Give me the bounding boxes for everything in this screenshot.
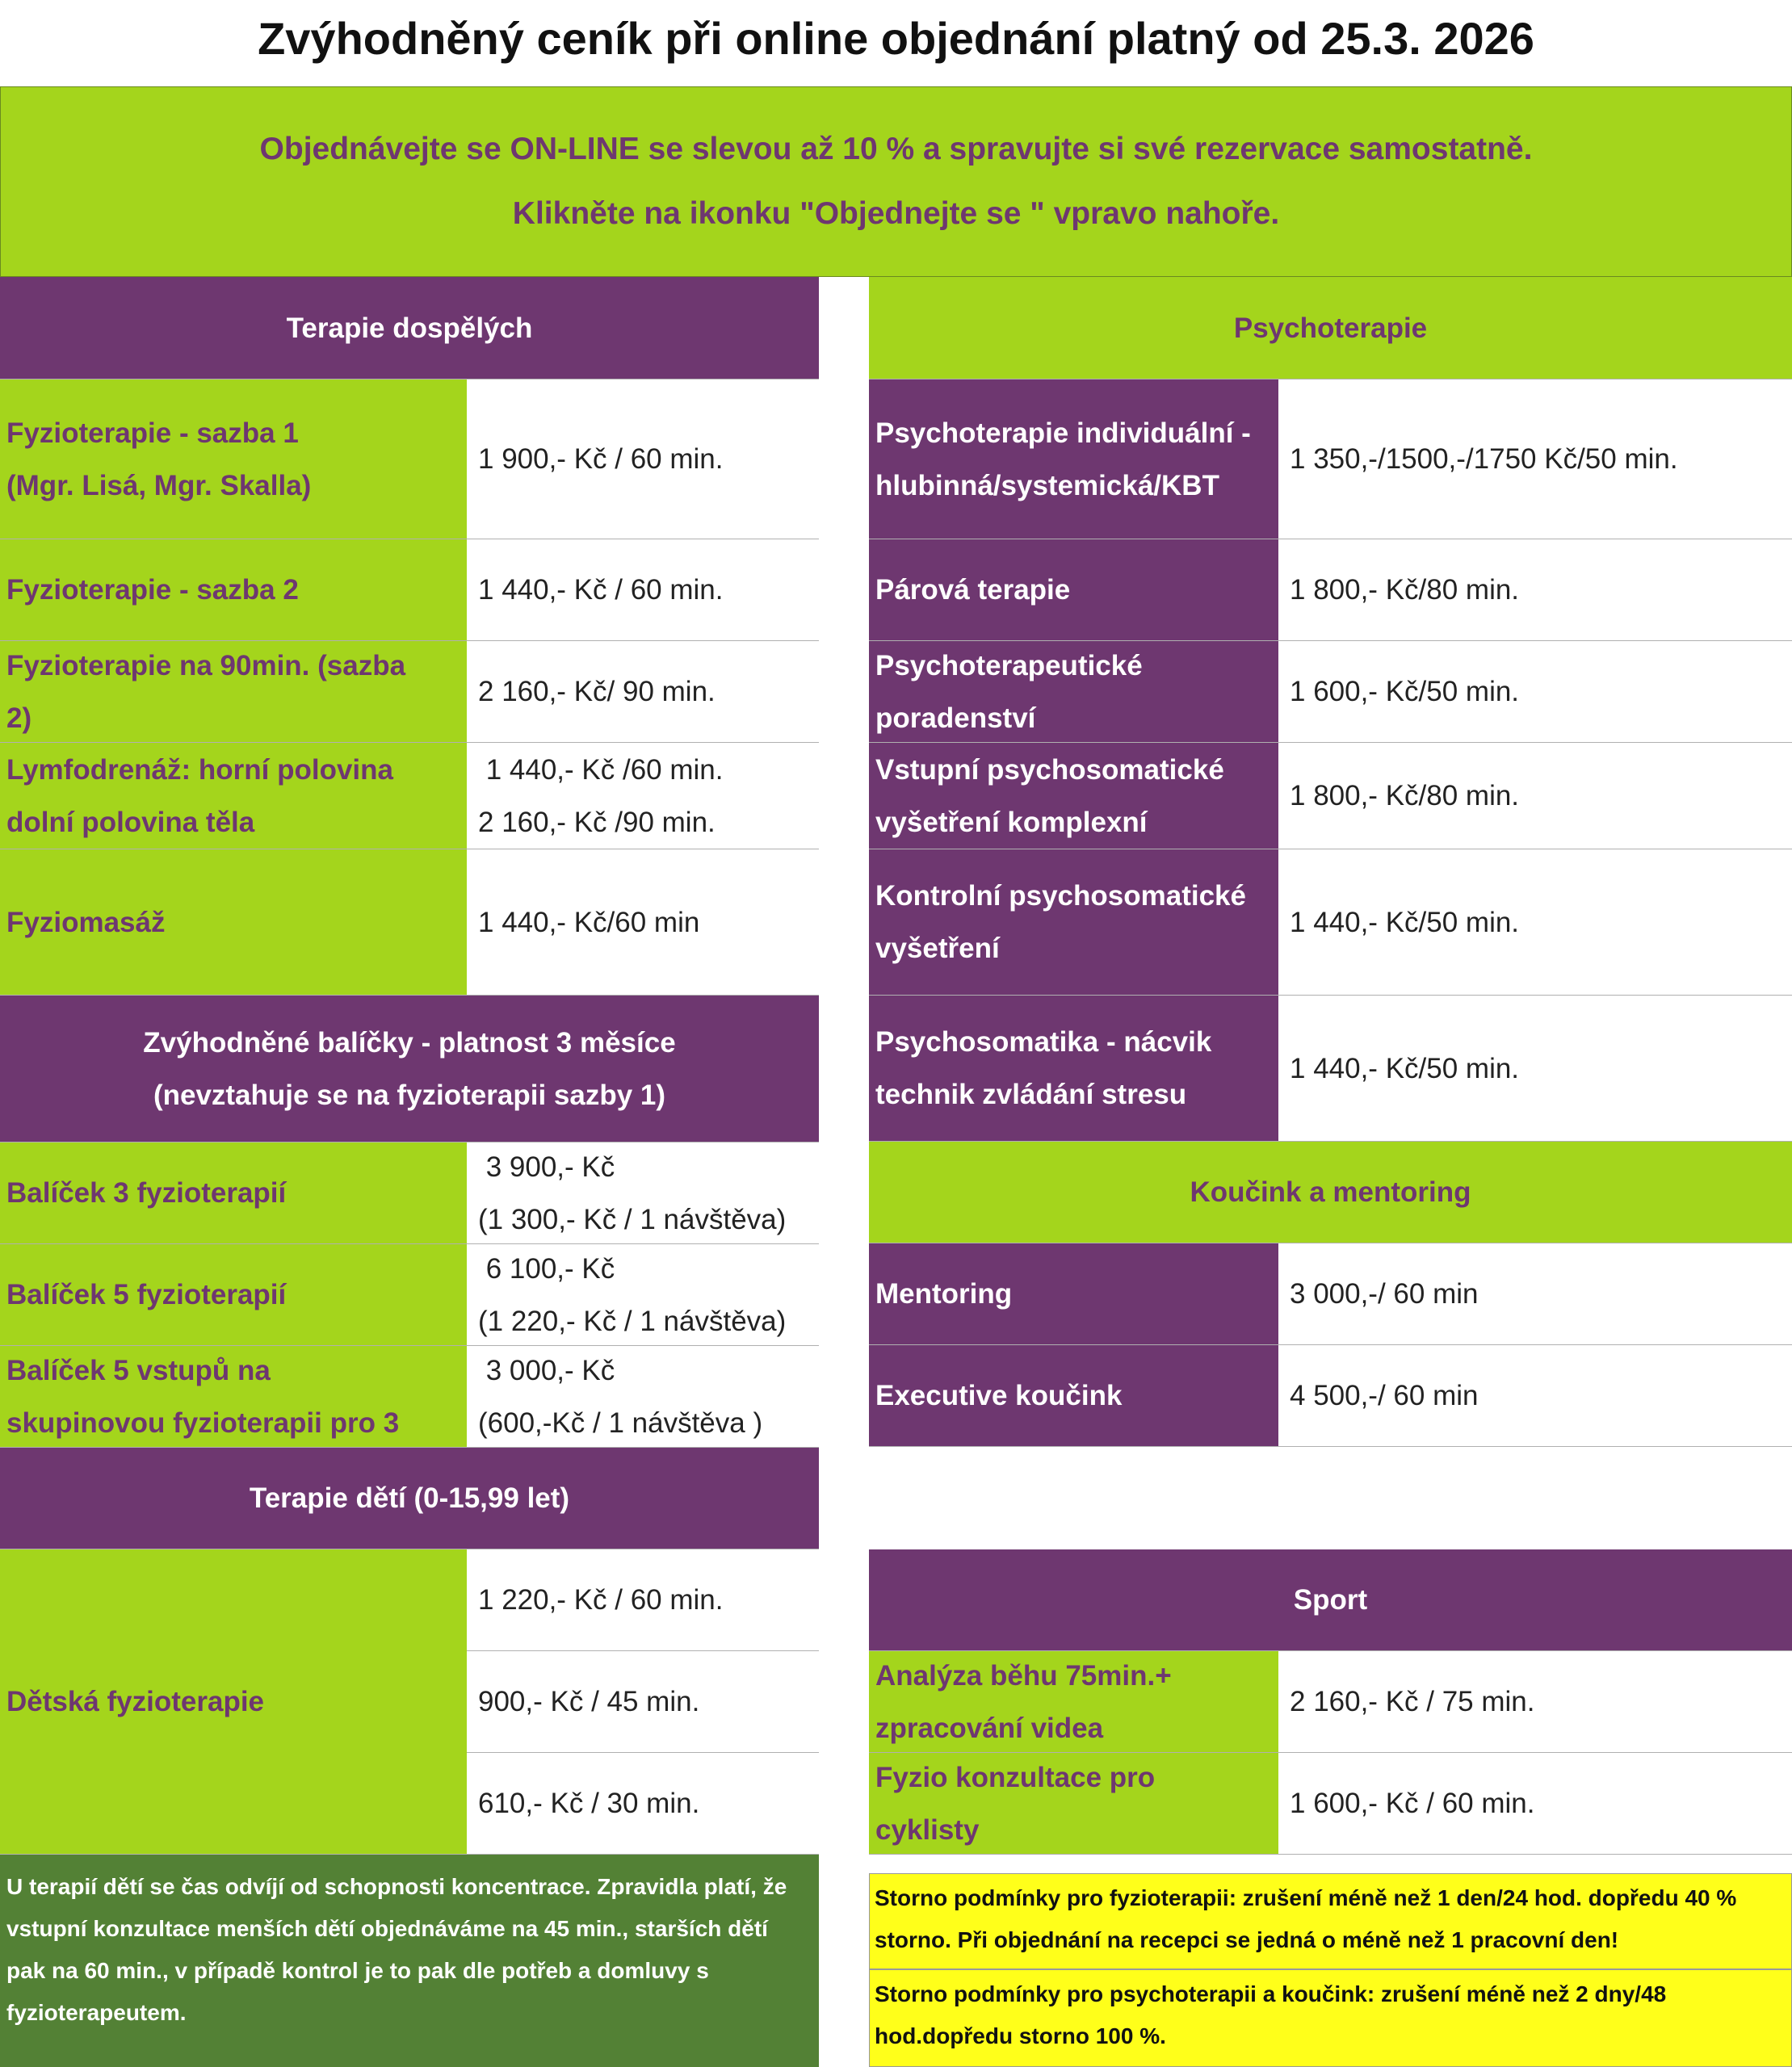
psycho-row-price-line: 1 800,- Kč/80 min. xyxy=(1290,780,1520,811)
sport-row-price xyxy=(1278,1753,1792,1855)
sport-row-price-line: 2 160,- Kč / 75 min. xyxy=(1290,1686,1535,1717)
psycho-row-price xyxy=(1278,641,1792,743)
psycho-row-label-line: Psychosomatika - nácvik xyxy=(875,1026,1212,1058)
children-label: Dětská fyzioterapie xyxy=(0,1549,467,1855)
coaching-row-price-line: 3 000,-/ 60 min xyxy=(1290,1278,1479,1310)
package-row-price xyxy=(467,1346,819,1448)
sport-row-price-line: 1 600,- Kč / 60 min. xyxy=(1290,1788,1535,1819)
adult-row-label xyxy=(0,641,467,743)
package-row-price-line: 6 100,- Kč xyxy=(478,1252,615,1285)
psycho-row-price-line: 1 800,- Kč/80 min. xyxy=(1290,574,1520,606)
packages-header-line-2: (nevztahuje se na fyzioterapii sazby 1) xyxy=(153,1079,666,1111)
psycho-row-label-line: vyšetření komplexní xyxy=(875,806,1148,838)
psycho-row-label-line: technik zvládání stresu xyxy=(875,1079,1187,1110)
adult-row-label-line: dolní polovina těla xyxy=(6,806,255,838)
psycho-row-label xyxy=(869,379,1278,539)
package-row-label xyxy=(0,1346,467,1448)
coaching-row-label xyxy=(869,1345,1278,1447)
adult-row-label xyxy=(0,539,467,641)
package-row-price-line: 3 000,- Kč xyxy=(478,1354,615,1386)
coaching-header: Koučink a mentoring xyxy=(869,1142,1792,1243)
adult-row-label-line: (Mgr. Lisá, Mgr. Skalla) xyxy=(6,469,312,501)
adult-row-label xyxy=(0,743,467,849)
psycho-row-price xyxy=(1278,849,1792,996)
psycho-row-label-line: Psychoterapeutické xyxy=(875,649,1143,681)
adult-row-price xyxy=(467,539,819,641)
online-booking-banner xyxy=(0,86,1792,277)
adults-header: Terapie dospělých xyxy=(0,277,819,379)
psycho-row-price xyxy=(1278,539,1792,641)
psycho-row-label xyxy=(869,539,1278,641)
adult-row-price-line: 1 440,- Kč / 60 min. xyxy=(478,574,724,606)
sport-row-label xyxy=(869,1651,1278,1753)
storno-physio: Storno podmínky pro fyzioterapii: zrušení méně než 1 den/24 hod. dopředu 40 % storno. Při objednání na recepci se jedná o méně než 1 pracovní den! xyxy=(869,1873,1792,1969)
psycho-row-label-line: vyšetření xyxy=(875,933,1000,964)
adult-row-label-line: Fyzioterapie - sazba 2 xyxy=(6,574,299,606)
package-row-label xyxy=(0,1143,467,1244)
package-row-label-line: Balíček 5 vstupů na xyxy=(6,1354,271,1386)
coaching-row-price-line: 4 500,-/ 60 min xyxy=(1290,1380,1479,1411)
psycho-row-price-line: 1 600,- Kč/50 min. xyxy=(1290,676,1520,707)
psycho-row-label xyxy=(869,849,1278,996)
adult-row-price-line: 1 900,- Kč / 60 min. xyxy=(478,443,724,475)
package-row-price xyxy=(467,1143,819,1244)
adult-row-price-line: 1 440,- Kč /60 min. xyxy=(478,753,724,786)
package-row-price-line: (1 220,- Kč / 1 návštěva) xyxy=(478,1305,787,1337)
adult-row-price xyxy=(467,379,819,539)
psycho-row-label-line: poradenství xyxy=(875,702,1036,734)
adult-row-price-line: 1 440,- Kč/60 min xyxy=(478,906,700,938)
children-price-45: 900,- Kč / 45 min. xyxy=(467,1651,819,1753)
adult-row-label xyxy=(0,849,467,996)
coaching-row-price xyxy=(1278,1243,1792,1345)
page-title: Zvýhodněný ceník při online objednání platný od 25.3. 2026 xyxy=(258,13,1534,64)
package-row-price-line: (1 300,- Kč / 1 návštěva) xyxy=(478,1203,787,1235)
adult-row-price-line: 2 160,- Kč/ 90 min. xyxy=(478,676,716,707)
children-note: U terapií dětí se čas odvíjí od schopnosti koncentrace. Zpravidla platí, že vstupní konzultace menších dětí objednáváme na 45 min., starších dětí pak na 60 min., v případě kontrol je to pak dle potřeb a domluvy s fyzioterapeutem. xyxy=(0,1855,819,2067)
storno-psycho: Storno podmínky pro psychoterapii a koučink: zrušení méně než 2 dny/48 hod.dopředu storno 100 %. xyxy=(869,1969,1792,2067)
psycho-row-price xyxy=(1278,743,1792,849)
adult-row-label xyxy=(0,379,467,539)
sport-header: Sport xyxy=(869,1549,1792,1651)
sport-row-label xyxy=(869,1753,1278,1855)
package-row-label-line: Balíček 3 fyzioterapií xyxy=(6,1177,287,1209)
adult-row-price xyxy=(467,849,819,996)
psycho-row-price-line: 1 350,-/1500,-/1750 Kč/50 min. xyxy=(1290,443,1678,475)
psycho-row-label xyxy=(869,743,1278,849)
package-row-label-line: Balíček 5 fyzioterapií xyxy=(6,1279,287,1310)
adult-row-price-line: 2 160,- Kč /90 min. xyxy=(478,806,716,838)
children-price-30: 610,- Kč / 30 min. xyxy=(467,1753,819,1855)
psycho-row-label xyxy=(869,996,1278,1142)
package-row-label xyxy=(0,1244,467,1346)
packages-header-line-1: Zvýhodněné balíčky - platnost 3 měsíce xyxy=(143,1026,676,1059)
adult-row-label-line: Fyzioterapie na 90min. (sazba xyxy=(6,649,406,681)
banner-line-1: Objednávejte se ON-LINE se slevou až 10 % a spravujte si své rezervace samostatně. xyxy=(259,132,1533,166)
psycho-row-label-line: hlubinná/systemická/KBT xyxy=(875,469,1219,501)
adult-row-label-line: Fyziomasáž xyxy=(6,906,166,938)
packages-header xyxy=(0,996,819,1143)
sport-row-label-line: zpracování videa xyxy=(875,1712,1104,1744)
sport-row-label-line: Analýza běhu 75min.+ xyxy=(875,1659,1172,1692)
children-header: Terapie dětí (0-15,99 let) xyxy=(0,1448,819,1549)
psycho-row-price-line: 1 440,- Kč/50 min. xyxy=(1290,906,1520,938)
sport-row-label-line: Fyzio konzultace pro xyxy=(875,1761,1156,1793)
adult-row-label-line: Fyzioterapie - sazba 1 xyxy=(6,417,299,449)
package-row-price-line: 3 900,- Kč xyxy=(478,1151,615,1183)
psycho-header: Psychoterapie xyxy=(869,277,1792,379)
adult-row-label-line: 2) xyxy=(6,702,32,734)
coaching-row-label xyxy=(869,1243,1278,1345)
children-price-60: 1 220,- Kč / 60 min. xyxy=(467,1549,819,1651)
psycho-row-label xyxy=(869,641,1278,743)
psycho-row-label-line: Párová terapie xyxy=(875,574,1071,606)
coaching-row-label-line: Executive koučink xyxy=(875,1380,1123,1411)
sport-row-label-line: cyklisty xyxy=(875,1813,980,1846)
adult-row-price xyxy=(467,743,819,849)
banner-line-2: Klikněte na ikonku "Objednejte se " vpravo nahoře. xyxy=(512,196,1280,231)
package-row-price-line: (600,-Kč / 1 návštěva ) xyxy=(478,1407,763,1439)
adult-row-label-line: Lymfodrenáž: horní polovina xyxy=(6,753,393,786)
psycho-row-price xyxy=(1278,996,1792,1142)
package-row-price xyxy=(467,1244,819,1346)
coaching-row-label-line: Mentoring xyxy=(875,1278,1013,1310)
psycho-row-label-line: Vstupní psychosomatické xyxy=(875,753,1224,786)
sport-row-price xyxy=(1278,1651,1792,1753)
psycho-row-label-line: Psychoterapie individuální - xyxy=(875,417,1251,449)
psycho-row-label-line: Kontrolní psychosomatické xyxy=(875,880,1246,912)
psycho-row-price-line: 1 440,- Kč/50 min. xyxy=(1290,1052,1520,1084)
adult-row-price xyxy=(467,641,819,743)
psycho-row-price xyxy=(1278,379,1792,539)
package-row-label-line: skupinovou fyzioterapii pro 3 xyxy=(6,1407,400,1439)
coaching-row-price xyxy=(1278,1345,1792,1447)
